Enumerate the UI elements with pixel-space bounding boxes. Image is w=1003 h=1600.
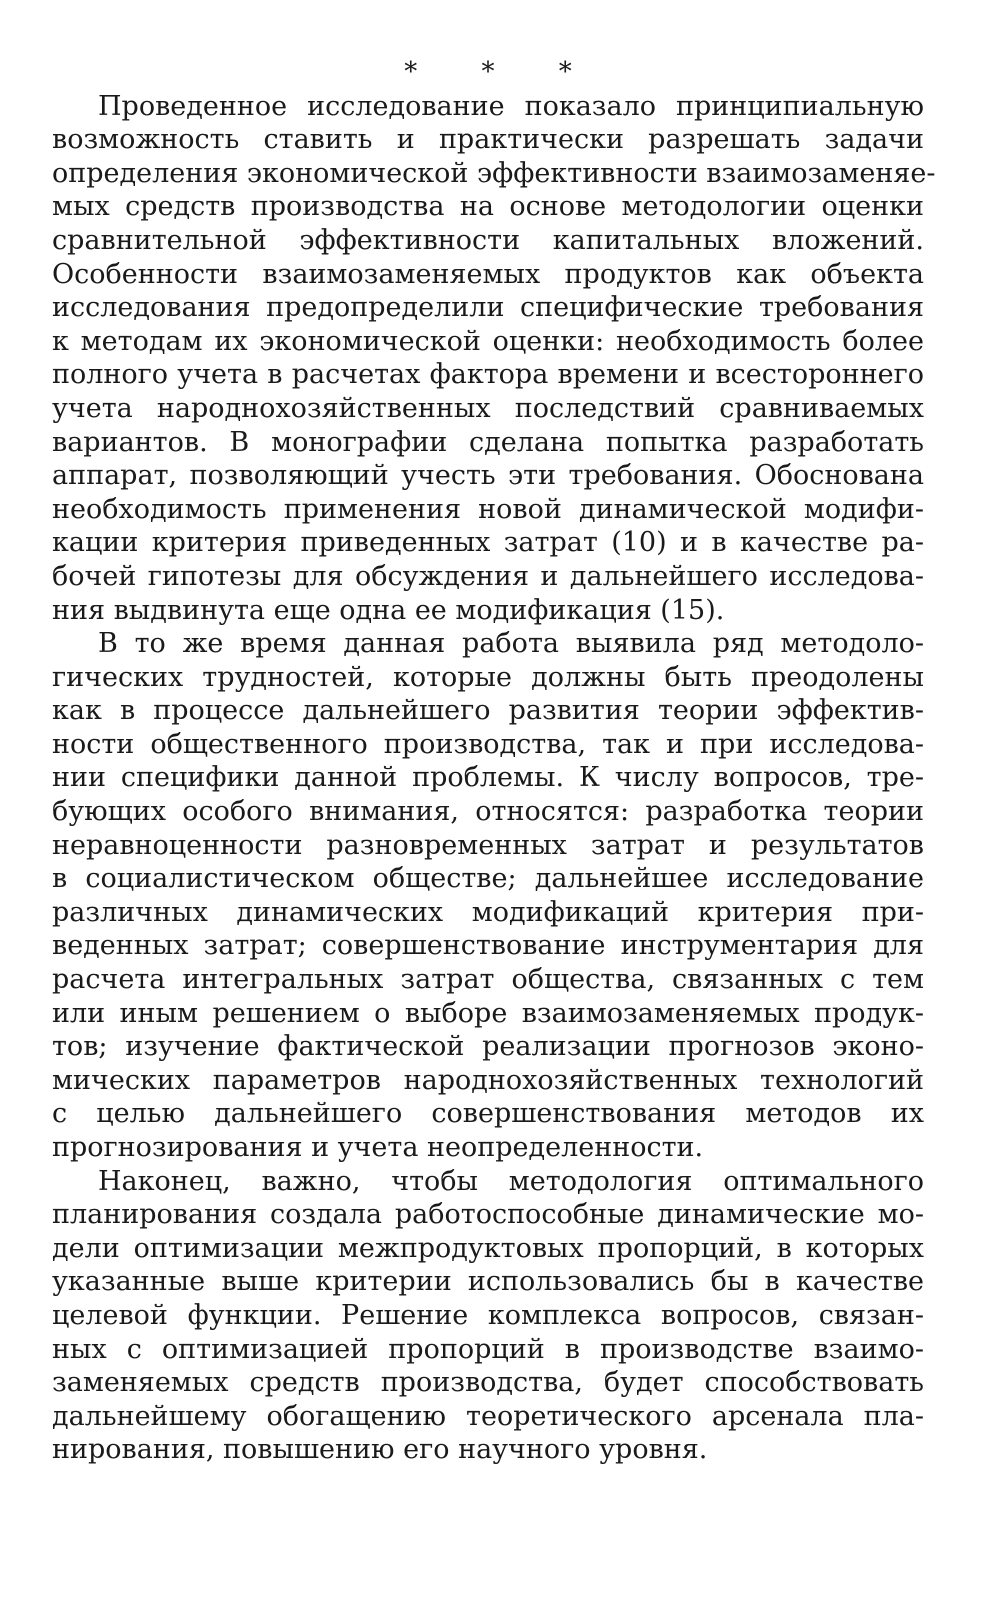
text-line: дели оптимизации межпродуктовых пропорций, в которых (52, 1232, 924, 1264)
book-page (52, 56, 936, 1467)
text-line: в социалистическом обществе; дальнейшее исследование (52, 863, 924, 895)
text-line: нии специфики данной проблемы. К числу вопросов, тре- (52, 762, 924, 794)
paragraph-3 (52, 1165, 924, 1467)
text-line: В то же время данная работа выявила ряд методоло- (98, 628, 924, 660)
paragraph-2 (52, 627, 924, 1165)
text-line: гических трудностей, которые должны быть преодолены (52, 661, 924, 693)
paragraph-1 (52, 90, 936, 628)
text-line: различных динамических модификаций критерия при- (52, 896, 924, 928)
text-line: расчета интегральных затрат общества, связанных с тем (52, 964, 924, 996)
text-line: планирования создала работоспособные динамические мо- (52, 1199, 924, 1231)
text-line: кации критерия приведенных затрат (10) и в качестве ра- (52, 527, 924, 559)
text-line: бующих особого внимания, относятся: разработка теории (52, 796, 924, 828)
text-line: возможность ставить и практически разрешать задачи (52, 124, 924, 156)
text-line: исследования предопределили специфические требования (52, 292, 924, 324)
text-line: определения экономической эффективности взаимозаменяе- (52, 157, 936, 189)
text-line: мых средств производства на основе методологии оценки (52, 191, 924, 223)
text-line: сравнительной эффективности капитальных вложений. (52, 224, 924, 256)
text-line: веденных затрат; совершенствование инструментария для (52, 930, 924, 962)
text-line: прогнозирования и учета неопределенности. (52, 1132, 704, 1163)
text-line: тов; изучение фактической реализации прогнозов эконо- (52, 1031, 924, 1063)
text-line: ных с оптимизацией пропорций в производстве взаимо- (52, 1333, 924, 1365)
text-line: Особенности взаимозаменяемых продуктов как объекта (52, 258, 924, 290)
text-line: как в процессе дальнейшего развития теории эффектив- (52, 695, 924, 727)
text-line: Проведенное исследование показало принципиальную (98, 90, 924, 122)
text-line: мических параметров народнохозяйственных технологий (52, 1064, 924, 1096)
text-line: ния выдвинута еще одна ее модификация (15). (52, 594, 725, 626)
text-line: бочей гипотезы для обсуждения и дальнейшего исследова- (52, 560, 924, 592)
text-line: целевой функции. Решение комплекса вопросов, связан- (52, 1299, 924, 1331)
text-line: полного учета в расчетах фактора времени и всестороннего (52, 359, 924, 391)
text-line: ности общественного производства, так и при исследова- (52, 728, 924, 760)
text-line: учета народнохозяйственных последствий сравниваемых (52, 392, 924, 424)
text-line: к методам их экономической оценки: необходимость более (52, 325, 924, 357)
text-line: неравноценности разновременных затрат и результатов (52, 829, 924, 861)
text-line: или иным решением о выборе взаимозаменяемых продук- (52, 997, 924, 1029)
text-line: указанные выше критерии использовались бы в качестве (52, 1266, 924, 1298)
text-line: Наконец, важно, чтобы методология оптимального (98, 1165, 924, 1197)
text-line: дальнейшему обогащению теоретического арсенала пла- (52, 1400, 924, 1432)
text-line: необходимость применения новой динамической модифи- (52, 493, 924, 525)
text-line: заменяемых средств производства, будет способствовать (52, 1367, 924, 1399)
text-line: вариантов. В монографии сделана попытка разработать (52, 426, 924, 458)
text-line: аппарат, позволяющий учесть эти требования. Обоснована (52, 460, 924, 492)
text-line: с целью дальнейшего совершенствования методов их (52, 1098, 924, 1130)
section-separator: * * * (404, 57, 600, 87)
text-line: нирования, повышению его научного уровня. (52, 1434, 708, 1466)
